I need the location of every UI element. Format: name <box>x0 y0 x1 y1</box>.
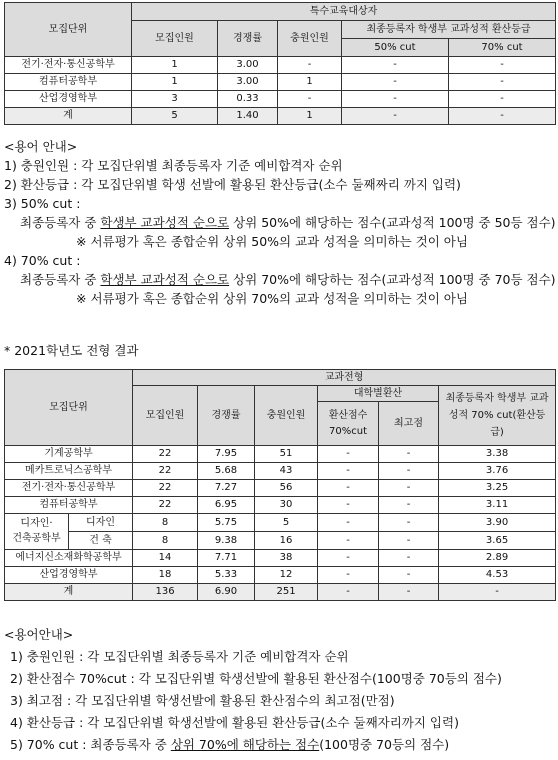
cell-final: 3.38 <box>439 446 556 463</box>
cell-max: - <box>379 497 439 514</box>
cell-score: - <box>318 567 379 584</box>
note-text: 최종등록자 중 <box>20 272 101 287</box>
total-row <box>5 108 556 125</box>
cell-max: - <box>379 446 439 463</box>
note-line: 4) 환산등급 : 각 모집단위별 학생선발에 활용된 환산등급(소수 둘째자리까지 입력) <box>10 715 459 730</box>
cell-fill: 30 <box>255 497 318 514</box>
header-rate: 경쟁률 <box>218 21 278 57</box>
cell-rate: 5.33 <box>198 567 255 584</box>
header-univ: 대학별환산 <box>318 386 439 402</box>
cell-rate: 1.40 <box>218 108 278 125</box>
note-line: ※ 서류평가 혹은 종합순위 상위 70%의 교과 성적을 의미하는 것이 아님 <box>76 291 468 306</box>
glossary-notes-2 <box>4 626 502 758</box>
cell-unit: 메카트로닉스공학부 <box>5 463 133 480</box>
cell-fill: 1 <box>278 74 342 91</box>
notes-title: <용어안내> <box>4 627 74 642</box>
cell-score: - <box>318 514 379 532</box>
cell-rate: 7.71 <box>198 550 255 567</box>
cell-rate: 6.95 <box>198 497 255 514</box>
cell-recruit: 22 <box>133 446 198 463</box>
cell-final: 4.53 <box>439 567 556 584</box>
cell-70cut: - <box>449 74 556 91</box>
cell-final: 3.65 <box>439 532 556 550</box>
note-text: 상위 50%에 해당하는 점수(교과성적 100명 중 50등 점수) <box>229 215 556 230</box>
header-max: 최고점 <box>379 402 439 446</box>
header-50cut: 50% cut <box>342 39 449 57</box>
note-line: 1) 충원인원 : 각 모집단위별 최종등록자 기준 예비합격자 순위 <box>4 158 343 173</box>
note-line: 1) 충원인원 : 각 모집단위별 최종등록자 기준 예비합격자 순위 <box>10 649 349 664</box>
cell-fill: 51 <box>255 446 318 463</box>
note-line: 3) 50% cut : <box>4 196 81 211</box>
table-row <box>5 91 556 108</box>
table-row <box>5 57 556 74</box>
cell-max: - <box>379 532 439 550</box>
cell-70cut: - <box>449 57 556 74</box>
cell-rate: 7.27 <box>198 480 255 497</box>
cell-70cut: - <box>449 108 556 125</box>
group-label-bottom: 건축공학부 <box>12 532 61 544</box>
cell-recruit: 22 <box>133 497 198 514</box>
table-row <box>5 567 556 584</box>
cell-recruit: 8 <box>133 532 198 550</box>
cell-unit: 전기·전자·통신공학부 <box>5 57 132 74</box>
cell-score: - <box>318 446 379 463</box>
cell-rate: 7.95 <box>198 446 255 463</box>
note-line: 4) 70% cut : <box>4 253 81 268</box>
cell-unit: 전기·전자·통신공학부 <box>5 480 133 497</box>
header-group: 특수교육대상자 <box>132 3 556 21</box>
table-row <box>5 532 556 550</box>
table-row <box>5 497 556 514</box>
cell-fill: 56 <box>255 480 318 497</box>
table-row <box>5 550 556 567</box>
group-label-top: 디자인· <box>20 518 53 529</box>
note-text: 5) 70% cut : 최종등록자 중 <box>10 737 171 752</box>
table-row <box>5 514 556 532</box>
note-line: 2) 환산점수 70%cut : 각 모집단위별 학생선발에 활용된 환산점수(100명중 70등의 점수) <box>10 671 502 686</box>
note-text: (100명중 70등의 점수) <box>319 737 450 752</box>
cell-score: - <box>318 497 379 514</box>
note-underlined: 상위 70%에 해당하는 점수 <box>170 737 320 752</box>
cell-score: - <box>318 550 379 567</box>
header-score: 환산점수 70%cut <box>318 402 379 446</box>
cell-max: - <box>379 463 439 480</box>
admission-result-table <box>4 369 556 601</box>
cell-max: - <box>379 584 439 601</box>
table-row <box>5 463 556 480</box>
cell-final: 3.25 <box>439 480 556 497</box>
cell-rate: 3.00 <box>218 57 278 74</box>
total-row <box>5 584 556 601</box>
cell-recruit: 18 <box>133 567 198 584</box>
cell-recruit: 136 <box>133 584 198 601</box>
special-education-table <box>4 2 556 125</box>
cell-final: 3.11 <box>439 497 556 514</box>
cell-rate: 0.33 <box>218 91 278 108</box>
cell-score: - <box>318 584 379 601</box>
note-line: 3) 최고점 : 각 모집단위별 학생선발에 활용된 환산점수의 최고점(만점) <box>10 693 395 708</box>
cell-fill: 5 <box>255 514 318 532</box>
header-final: 최종등록자 학생부 교과성적 70% cut(환산등급) <box>439 386 556 446</box>
cell-fill: 251 <box>255 584 318 601</box>
header-fill: 충원인원 <box>278 21 342 57</box>
cell-final: 2.89 <box>439 550 556 567</box>
header-unit: 모집단위 <box>5 3 132 57</box>
cell-fill: 1 <box>278 108 342 125</box>
note-line <box>4 214 556 233</box>
note-text: 상위 70%에 해당하는 점수(교과성적 100명 중 70등 점수) <box>229 272 556 287</box>
cell-final: - <box>439 584 556 601</box>
cell-recruit: 22 <box>133 480 198 497</box>
cell-unit: 계 <box>5 584 133 601</box>
cell-recruit: 1 <box>132 74 218 91</box>
header-unit: 모집단위 <box>5 370 133 446</box>
cell-unit: 에너지신소재화학공학부 <box>5 550 133 567</box>
header-group: 교과전형 <box>133 370 556 386</box>
header-rate: 경쟁률 <box>198 386 255 446</box>
cell-50cut: - <box>342 57 449 74</box>
cell-recruit: 5 <box>132 108 218 125</box>
note-line: ※ 서류평가 혹은 종합순위 상위 50%의 교과 성적을 의미하는 것이 아님 <box>76 234 468 249</box>
cell-unit: 계 <box>5 108 132 125</box>
note-line: 2) 환산등급 : 각 모집단위별 학생 선발에 활용된 환산등급(소수 둘째짜리 까지 입력) <box>4 177 461 192</box>
cell-rate: 9.38 <box>198 532 255 550</box>
note-text: 최종등록자 중 <box>20 215 101 230</box>
header-fill: 충원인원 <box>255 386 318 446</box>
cell-rate: 6.90 <box>198 584 255 601</box>
cell-unit: 건 축 <box>69 532 133 550</box>
header-70cut: 70% cut <box>449 39 556 57</box>
cell-recruit: 22 <box>133 463 198 480</box>
note-underlined: 학생부 교과성적 순으로 <box>100 215 230 230</box>
header-recruit: 모집인원 <box>132 21 218 57</box>
header-grade: 최종등록자 학생부 교과성적 환산등급 <box>342 21 556 39</box>
cell-unit: 컴퓨터공학부 <box>5 497 133 514</box>
cell-unit: 기계공학부 <box>5 446 133 463</box>
cell-rate: 5.68 <box>198 463 255 480</box>
glossary-notes-1 <box>4 138 556 309</box>
cell-group-design <box>5 514 69 550</box>
cell-final: 3.90 <box>439 514 556 532</box>
table-row <box>5 74 556 91</box>
cell-max: - <box>379 480 439 497</box>
cell-rate: 5.75 <box>198 514 255 532</box>
cell-unit: 디자인 <box>69 514 133 532</box>
note-line <box>4 736 502 758</box>
cell-score: - <box>318 480 379 497</box>
cell-50cut: - <box>342 108 449 125</box>
cell-50cut: - <box>342 91 449 108</box>
cell-max: - <box>379 550 439 567</box>
cell-recruit: 1 <box>132 57 218 74</box>
cell-70cut: - <box>449 91 556 108</box>
note-underlined: 학생부 교과성적 순으로 <box>100 272 230 287</box>
cell-final: 3.76 <box>439 463 556 480</box>
cell-fill: 43 <box>255 463 318 480</box>
section-title: * 2021학년도 전형 결과 <box>4 343 139 358</box>
cell-fill: 16 <box>255 532 318 550</box>
cell-fill: - <box>278 57 342 74</box>
cell-fill: 38 <box>255 550 318 567</box>
notes-title: <용어 안내> <box>4 139 78 154</box>
table-row <box>5 480 556 497</box>
cell-unit: 산업경영학부 <box>5 91 132 108</box>
cell-unit: 산업경영학부 <box>5 567 133 584</box>
table-row <box>5 446 556 463</box>
cell-max: - <box>379 567 439 584</box>
cell-max: - <box>379 514 439 532</box>
cell-recruit: 3 <box>132 91 218 108</box>
cell-fill: 12 <box>255 567 318 584</box>
header-recruit: 모집인원 <box>133 386 198 446</box>
note-line <box>4 271 556 290</box>
cell-rate: 3.00 <box>218 74 278 91</box>
cell-recruit: 14 <box>133 550 198 567</box>
cell-unit: 컴퓨터공학부 <box>5 74 132 91</box>
cell-score: - <box>318 463 379 480</box>
cell-score: - <box>318 532 379 550</box>
cell-50cut: - <box>342 74 449 91</box>
cell-recruit: 8 <box>133 514 198 532</box>
cell-fill: - <box>278 91 342 108</box>
